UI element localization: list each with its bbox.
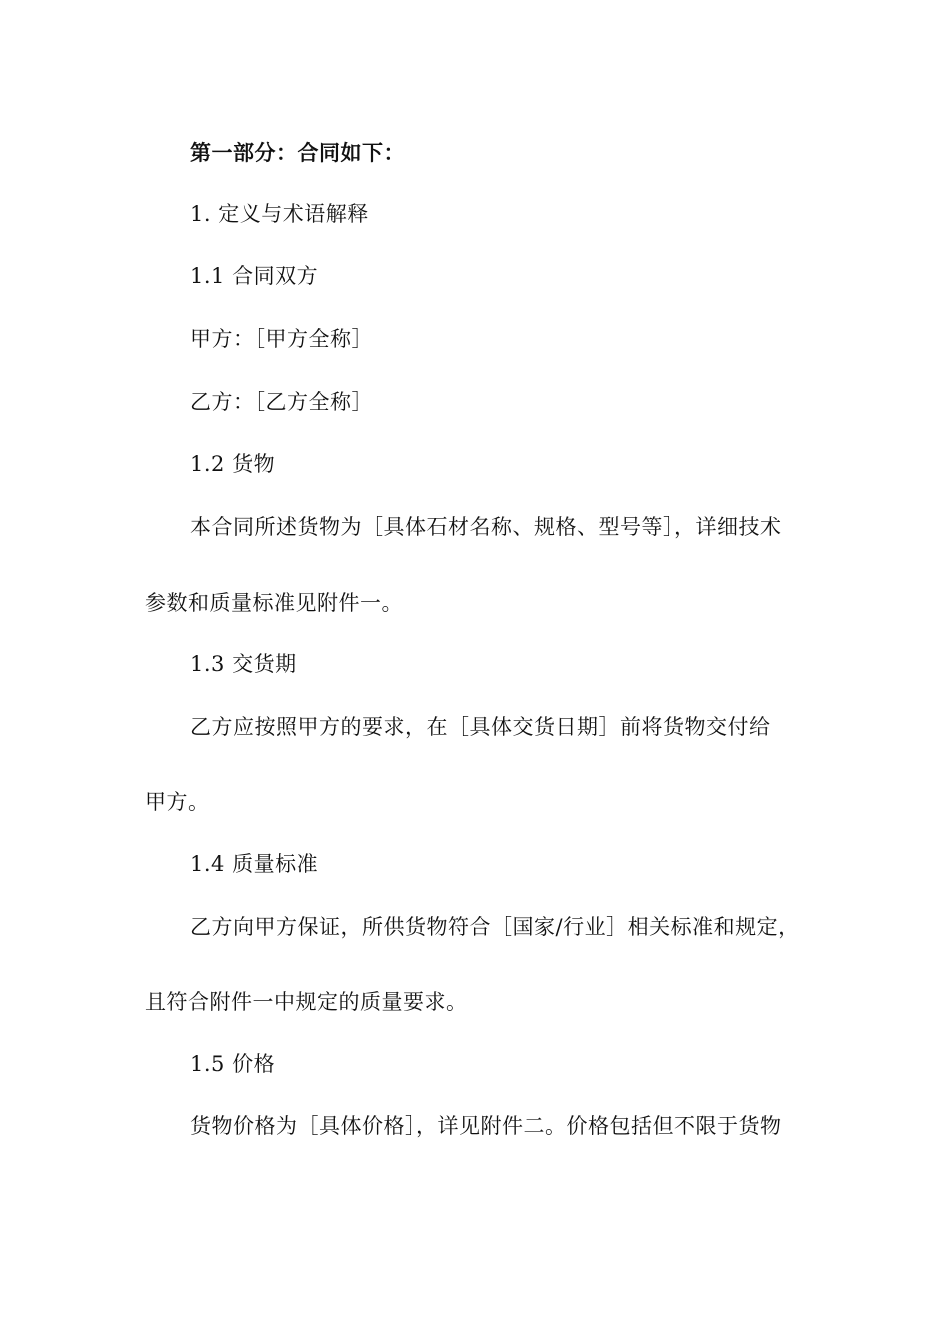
delivery-paragraph-line-2: 甲方。 — [145, 790, 210, 814]
section-heading: 第一部分：合同如下： — [190, 141, 405, 165]
clause-title-1-1: 1.1 合同双方 — [190, 264, 319, 288]
party-b-line: 乙方：［乙方全称］ — [190, 390, 373, 414]
delivery-paragraph-line-1: 乙方应按照甲方的要求，在［具体交货日期］前将货物交付给 — [190, 715, 771, 739]
clause-title-1-3: 1.3 交货期 — [190, 652, 297, 676]
clause-title-1-5: 1.5 价格 — [190, 1052, 276, 1076]
clause-title-1: 1. 定义与术语解释 — [190, 202, 369, 226]
goods-paragraph-line-2: 参数和质量标准见附件一。 — [145, 591, 403, 615]
clause-title-1-4: 1.4 质量标准 — [190, 852, 319, 876]
quality-paragraph-line-1: 乙方向甲方保证，所供货物符合［国家/行业］相关标准和规定， — [190, 915, 800, 939]
price-paragraph-line-1: 货物价格为［具体价格］，详见附件二。价格包括但不限于货物 — [190, 1114, 782, 1138]
clause-title-1-2: 1.2 货物 — [190, 452, 276, 476]
goods-paragraph-line-1: 本合同所述货物为［具体石材名称、规格、型号等］，详细技术 — [190, 515, 782, 539]
party-a-line: 甲方：［甲方全称］ — [190, 327, 373, 351]
quality-paragraph-line-2: 且符合附件一中规定的质量要求。 — [145, 990, 468, 1014]
